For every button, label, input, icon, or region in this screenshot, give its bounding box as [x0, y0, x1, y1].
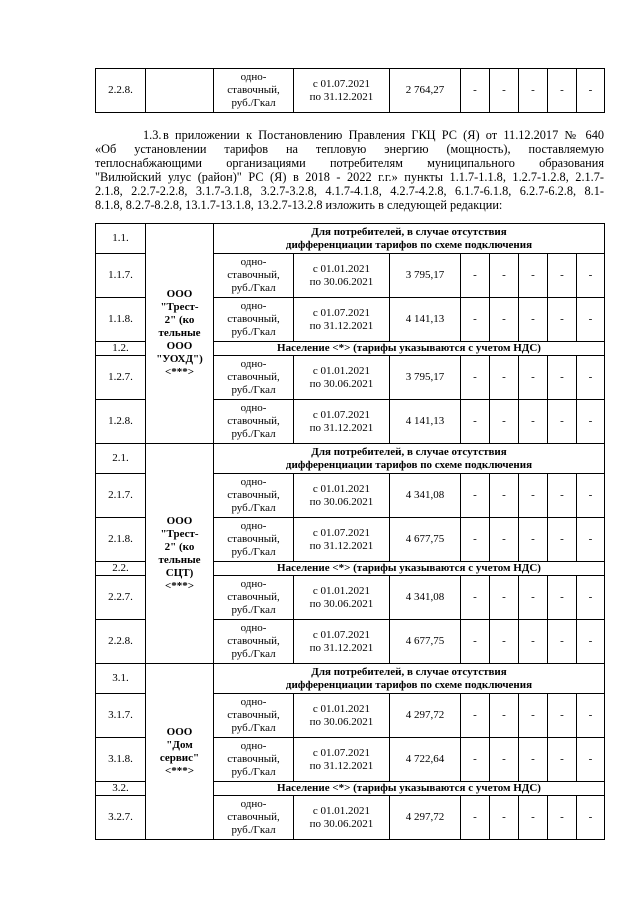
dash-cell: - [490, 796, 519, 840]
section-code: 3.2. [96, 782, 146, 796]
tariff-type-line: ставочный, [227, 313, 280, 325]
tariff-type-cell [214, 474, 294, 518]
tariff-type-line: руб./Гкал [231, 824, 276, 836]
period-line: по 31.12.2021 [309, 759, 374, 772]
dash-cell: - [461, 694, 490, 738]
period-line: с 01.07.2021 [312, 306, 371, 319]
section-header-text [214, 224, 605, 254]
dash-cell: - [548, 474, 577, 518]
tariff-type-line: руб./Гкал [231, 326, 276, 338]
paragraph-number: 1.3. [143, 128, 162, 142]
dash-cell: - [461, 576, 490, 620]
tariff-type-line: ставочный, [227, 489, 280, 501]
tariff-type-cell [214, 738, 294, 782]
tariff-type-line: руб./Гкал [231, 384, 276, 396]
dash-cell: - [577, 69, 605, 113]
tariff-type-line: руб./Гкал [231, 766, 276, 778]
organization-name-line: "Трест- [160, 301, 199, 313]
tariff-value: 4 722,64 [390, 738, 461, 782]
section-header-line: Для потребителей, в случае отсутствия [311, 225, 507, 238]
organization-name-line: <***> [164, 579, 195, 592]
dash-cell: - [548, 694, 577, 738]
tariff-type-cell [214, 796, 294, 840]
row-code: 3.1.8. [96, 738, 146, 782]
tariff-value: 4 141,13 [390, 298, 461, 342]
tariff-type-cell [214, 400, 294, 444]
section-header-text [214, 562, 605, 576]
tariff-type-line: руб./Гкал [231, 502, 276, 514]
tariff-type-line: ставочный, [227, 811, 280, 823]
section-header-line: Население <*> (тарифы указываются с учетом НДС) [277, 342, 541, 354]
dash-cell: - [548, 518, 577, 562]
row-code: 2.2.7. [96, 576, 146, 620]
tariff-type-cell [214, 69, 294, 113]
section-header-row [96, 444, 605, 474]
organization-name-line: тельные [158, 327, 201, 339]
dash-cell: - [577, 400, 605, 444]
period-cell [294, 576, 390, 620]
dash-cell: - [519, 400, 548, 444]
tariff-type-line: одно- [240, 578, 267, 590]
tariff-type-line: ставочный, [227, 709, 280, 721]
period-line: с 01.01.2021 [312, 364, 371, 377]
organization-name-line: <***> [164, 366, 195, 378]
row-code: 1.1.8. [96, 298, 146, 342]
tariff-type-cell [214, 620, 294, 664]
section-header-line: дифференциации тарифов по схеме подключения [285, 238, 533, 251]
tariff-type-cell [214, 518, 294, 562]
period-cell [294, 254, 390, 298]
top-fragment-table [95, 68, 605, 113]
period-line: с 01.07.2021 [312, 628, 371, 641]
dash-cell: - [548, 400, 577, 444]
period-line: с 01.07.2021 [312, 526, 371, 539]
dash-cell: - [519, 518, 548, 562]
tariff-type-cell [214, 254, 294, 298]
dash-cell: - [519, 576, 548, 620]
section-header-text [214, 664, 605, 694]
dash-cell: - [461, 69, 490, 113]
tariff-value: 2 764,27 [390, 69, 461, 113]
section-code: 2.1. [96, 444, 146, 474]
period-line: с 01.01.2021 [312, 584, 371, 597]
tariff-value: 4 341,08 [390, 474, 461, 518]
dash-cell: - [548, 738, 577, 782]
org-cell-empty [146, 69, 214, 113]
section-header-line: дифференциации тарифов по схеме подключения [285, 458, 533, 471]
organization-name-line: СЦТ) [165, 566, 194, 579]
tariff-value: 4 341,08 [390, 576, 461, 620]
paragraph-line: "Вилюйский улус (район)" РС (Я) в 2018 - 2022 г.г.» пункты 1.1.7-1.1.8, 1.2.7-1.2.8, 2.1.7- [95, 170, 604, 184]
period-cell [294, 738, 390, 782]
period-line: с 01.01.2021 [312, 482, 371, 495]
tariff-type-line: руб./Гкал [231, 428, 276, 440]
dash-cell: - [490, 518, 519, 562]
dash-cell: - [490, 356, 519, 400]
organization-name [146, 224, 214, 444]
dash-cell: - [490, 69, 519, 113]
period-line: с 01.01.2021 [312, 804, 371, 817]
organization-name-line: тельные [158, 553, 201, 566]
row-code: 2.2.8. [96, 620, 146, 664]
dash-cell: - [519, 69, 548, 113]
tariff-type-line: ставочный, [227, 635, 280, 647]
section-code: 1.2. [96, 342, 146, 356]
tariff-value: 3 795,17 [390, 356, 461, 400]
dash-cell: - [548, 356, 577, 400]
period-line: по 30.06.2021 [309, 377, 374, 390]
tariff-value: 3 795,17 [390, 254, 461, 298]
dash-cell: - [490, 620, 519, 664]
organization-name-line: ООО [166, 288, 193, 300]
organization-name [146, 664, 214, 840]
row-code: 1.2.7. [96, 356, 146, 400]
period-line: по 31.12.2021 [309, 421, 374, 434]
dash-cell: - [490, 254, 519, 298]
period-line: по 30.06.2021 [309, 275, 374, 288]
row-code: 1.2.8. [96, 400, 146, 444]
dash-cell: - [461, 298, 490, 342]
table-row [96, 69, 605, 113]
dash-cell: - [519, 620, 548, 664]
tariff-table [95, 223, 605, 840]
tariff-type-line: одно- [240, 520, 267, 532]
dash-cell: - [461, 796, 490, 840]
dash-cell: - [577, 298, 605, 342]
tariff-type-line: одно- [240, 622, 267, 634]
dash-cell: - [490, 694, 519, 738]
dash-cell: - [548, 576, 577, 620]
organization-name-line: ООО [166, 340, 193, 352]
organization-name-line: сервис" [159, 751, 200, 764]
section-header-text [214, 342, 605, 356]
dash-cell: - [577, 620, 605, 664]
organization-name-line: ООО [166, 514, 193, 527]
tariff-value: 4 677,75 [390, 620, 461, 664]
dash-cell: - [461, 400, 490, 444]
organization-name-line: <***> [164, 764, 195, 777]
dash-cell: - [519, 796, 548, 840]
dash-cell: - [490, 400, 519, 444]
paragraph-line: 2.1.8, 2.2.7-2.2.8, 3.1.7-3.1.8, 3.2.7-3.2.8, 4.1.7-4.1.8, 4.2.7-4.2.8, 6.1.7-6.1.8, 6.2.7-6.2.8, 8.1- [95, 184, 604, 198]
organization-name-line: ООО [166, 725, 193, 738]
period-end: по 31.12.2021 [309, 90, 374, 103]
tariff-type-line: ставочный, [227, 415, 280, 427]
tariff-value: 4 677,75 [390, 518, 461, 562]
dash-cell: - [519, 298, 548, 342]
period-line: с 01.01.2021 [312, 262, 371, 275]
organization-name-line: 2" (ко [164, 540, 195, 553]
dash-cell: - [490, 298, 519, 342]
section-header-line: Население <*> (тарифы указываются с учетом НДС) [277, 562, 541, 574]
dash-cell: - [577, 576, 605, 620]
tariff-type-cell [214, 694, 294, 738]
period-start: с 01.07.2021 [312, 77, 371, 90]
dash-cell: - [548, 254, 577, 298]
paragraph-line: 8.1.8, 8.2.7-8.2.8, 13.1.7-13.1.8, 13.2.7-13.2.8 изложить в следующей редакции: [95, 198, 503, 212]
period-cell [294, 356, 390, 400]
period-line: по 30.06.2021 [309, 715, 374, 728]
period-line: по 30.06.2021 [309, 597, 374, 610]
period-cell [294, 694, 390, 738]
dash-cell: - [577, 738, 605, 782]
organization-name-line: 2" (ко [164, 314, 195, 326]
dash-cell: - [519, 356, 548, 400]
section-code: 1.1. [96, 224, 146, 254]
dash-cell: - [548, 796, 577, 840]
section-header-text [214, 444, 605, 474]
tariff-value: 4 297,72 [390, 796, 461, 840]
tariff-type-line: ставочный, [227, 84, 280, 96]
dash-cell: - [577, 254, 605, 298]
tariff-type-line: ставочный, [227, 371, 280, 383]
tariff-type-line: ставочный, [227, 591, 280, 603]
dash-cell: - [461, 356, 490, 400]
dash-cell: - [577, 474, 605, 518]
amendment-paragraph [95, 128, 604, 212]
dash-cell: - [548, 69, 577, 113]
dash-cell: - [461, 738, 490, 782]
organization-name-line: "Дом [166, 738, 193, 751]
row-code: 3.1.7. [96, 694, 146, 738]
dash-cell: - [577, 356, 605, 400]
dash-cell: - [519, 474, 548, 518]
paragraph-line: «Об установлении тарифов на тепловую энергию (мощность), поставляемую [95, 142, 604, 156]
tariff-type-line: руб./Гкал [231, 648, 276, 660]
dash-cell: - [461, 254, 490, 298]
tariff-type-line: одно- [240, 300, 267, 312]
dash-cell: - [577, 518, 605, 562]
row-code: 2.1.8. [96, 518, 146, 562]
tariff-table-body [96, 224, 605, 840]
dash-cell: - [490, 738, 519, 782]
tariff-type-line: одно- [240, 740, 267, 752]
dash-cell: - [577, 796, 605, 840]
tariff-type-cell [214, 356, 294, 400]
dash-cell: - [461, 620, 490, 664]
tariff-type-line: одно- [240, 476, 267, 488]
tariff-type-line: одно- [240, 256, 267, 268]
tariff-type-line: руб./Гкал [231, 604, 276, 616]
period-cell [294, 298, 390, 342]
period-line: с 01.01.2021 [312, 702, 371, 715]
tariff-type-line: одно- [240, 358, 267, 370]
tariff-type-line: одно- [240, 696, 267, 708]
paragraph-line: теплоснабжающими организациями потребителям муниципального образования [95, 156, 604, 170]
tariff-value: 4 141,13 [390, 400, 461, 444]
section-header-line: дифференциации тарифов по схеме подключения [285, 678, 533, 691]
period-line: с 01.07.2021 [312, 746, 371, 759]
period-line: по 30.06.2021 [309, 817, 374, 830]
period-line: с 01.07.2021 [312, 408, 371, 421]
period-line: по 30.06.2021 [309, 495, 374, 508]
dash-cell: - [519, 738, 548, 782]
period-cell [294, 69, 390, 113]
section-code: 3.1. [96, 664, 146, 694]
section-code: 2.2. [96, 562, 146, 576]
organization-name-line: "УОХД") [156, 353, 203, 365]
row-code: 1.1.7. [96, 254, 146, 298]
tariff-type-cell [214, 298, 294, 342]
row-code: 2.2.8. [96, 69, 146, 113]
dash-cell: - [548, 620, 577, 664]
paragraph-line: 1.3. в приложении к Постановлению Правления ГКЦ РС (Я) от 11.12.2017 № 640 [95, 128, 604, 142]
tariff-type-line: одно- [240, 402, 267, 414]
period-cell [294, 796, 390, 840]
section-header-text [214, 782, 605, 796]
period-cell [294, 474, 390, 518]
tariff-type-line: ставочный, [227, 269, 280, 281]
tariff-type-cell [214, 576, 294, 620]
dash-cell: - [519, 254, 548, 298]
tariff-type-line: ставочный, [227, 753, 280, 765]
dash-cell: - [577, 694, 605, 738]
section-header-row [96, 664, 605, 694]
period-cell [294, 518, 390, 562]
section-header-line: Для потребителей, в случае отсутствия [311, 665, 507, 678]
tariff-type-line: руб./Гкал [231, 97, 276, 109]
dash-cell: - [490, 474, 519, 518]
tariff-type-line: ставочный, [227, 533, 280, 545]
dash-cell: - [461, 518, 490, 562]
dash-cell: - [548, 298, 577, 342]
period-cell [294, 620, 390, 664]
tariff-type-line: руб./Гкал [231, 546, 276, 558]
section-header-line: Для потребителей, в случае отсутствия [311, 445, 507, 458]
organization-name [146, 444, 214, 664]
dash-cell: - [461, 474, 490, 518]
row-code: 2.1.7. [96, 474, 146, 518]
dash-cell: - [519, 694, 548, 738]
period-line: по 31.12.2021 [309, 641, 374, 654]
tariff-value: 4 297,72 [390, 694, 461, 738]
section-header-line: Население <*> (тарифы указываются с учетом НДС) [277, 782, 541, 794]
period-line: по 31.12.2021 [309, 539, 374, 552]
period-line: по 31.12.2021 [309, 319, 374, 332]
section-header-row [96, 224, 605, 254]
row-code: 3.2.7. [96, 796, 146, 840]
tariff-type-line: руб./Гкал [231, 282, 276, 294]
tariff-type-line: руб./Гкал [231, 722, 276, 734]
period-cell [294, 400, 390, 444]
organization-name-line: "Трест- [160, 527, 199, 540]
tariff-type-line: одно- [240, 71, 267, 83]
dash-cell: - [490, 576, 519, 620]
tariff-type-line: одно- [240, 798, 267, 810]
